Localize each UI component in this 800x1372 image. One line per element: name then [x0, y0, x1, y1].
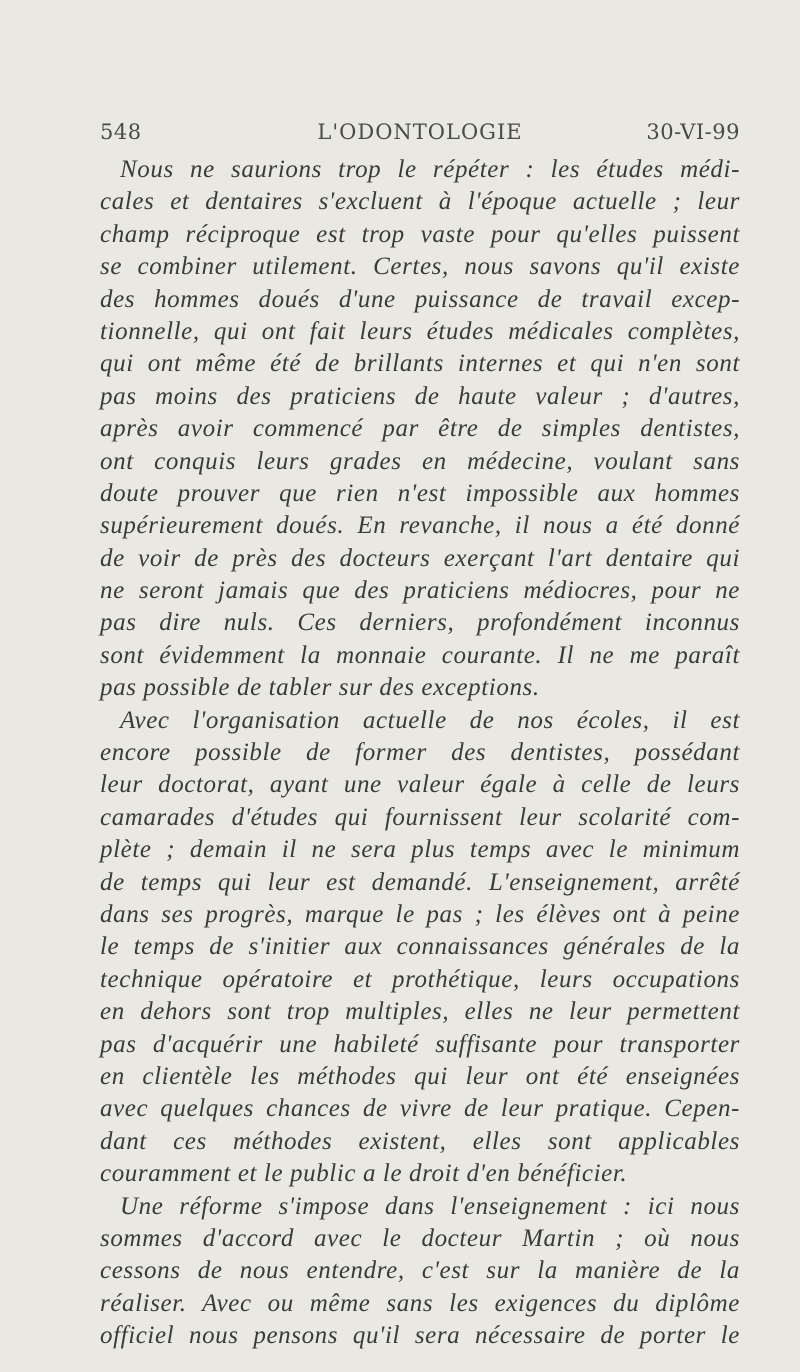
- text-line: qui ont même été de brillants internes et qui n'en sont: [100, 350, 740, 378]
- text-line: couramment et le public a le droit d'en bénéficier.: [100, 1160, 628, 1188]
- book-page: [100, 120, 740, 1352]
- journal-title: L'ODONTOLOGIE: [317, 120, 523, 144]
- running-head: [100, 120, 740, 154]
- text-line: ne seront jamais que des praticiens médiocres, pour ne: [100, 577, 740, 605]
- text-line: se combiner utilement. Certes, nous savons qu'il existe: [100, 253, 740, 281]
- text-line: réaliser. Avec ou même sans les exigences du diplôme: [100, 1289, 740, 1317]
- text-line: cales et dentaires s'excluent à l'époque actuelle ; leur: [100, 188, 740, 216]
- text-line: en dehors sont trop multiples, elles ne leur permettent: [100, 998, 740, 1026]
- text-line: technique opératoire et prothétique, leurs occupations: [100, 965, 740, 993]
- issue-date: 30-VI-99: [646, 120, 740, 144]
- text-line: plète ; demain il ne sera plus temps avec le minimum: [100, 836, 740, 864]
- text-line: le temps de s'initier aux connaissances générales de la: [100, 933, 740, 961]
- text-line: sommes d'accord avec le docteur Martin ; où nous: [100, 1224, 740, 1252]
- text-line: pas moins des praticiens de haute valeur ; d'autres,: [100, 382, 740, 410]
- text-line: cessons de nous entendre, c'est sur la manière de la: [100, 1257, 740, 1285]
- text-line: en clientèle les méthodes qui leur ont été enseignées: [100, 1062, 740, 1090]
- text-line: de voir de près des docteurs exerçant l'art dentaire qui: [100, 544, 740, 572]
- text-line: champ réciproque est trop vaste pour qu'elles puissent: [100, 220, 740, 248]
- text-line: pas d'acquérir une habileté suffisante pour transporter: [100, 1030, 740, 1058]
- text-line: ont conquis leurs grades en médecine, voulant sans: [100, 447, 740, 475]
- text-line: Nous ne saurions trop le répéter : les études médi-: [120, 156, 740, 183]
- text-line: sont évidemment la monnaie courante. Il ne me paraît: [100, 641, 740, 669]
- text-line: encore possible de former des dentistes, possédant: [100, 739, 740, 767]
- text-line: doute prouver que rien n'est impossible aux hommes: [100, 479, 740, 507]
- text-line: officiel nous pensons qu'il sera nécessaire de porter le: [100, 1322, 740, 1350]
- text-line: supérieurement doués. En revanche, il nous a été donné: [100, 512, 740, 540]
- page-number: 548: [100, 120, 142, 144]
- text-line: de temps qui leur est demandé. L'enseignement, arrêté: [100, 868, 740, 896]
- text-line: camarades d'études qui fournissent leur scolarité com-: [100, 803, 740, 831]
- text-line: après avoir commencé par être de simples dentistes,: [100, 415, 740, 443]
- text-line: pas possible de tabler sur des exceptions.: [100, 674, 540, 702]
- text-line: pas dire nuls. Ces derniers, profondément inconnus: [100, 609, 740, 637]
- text-line: des hommes doués d'une puissance de travail excep-: [100, 285, 740, 313]
- text-line: dant ces méthodes existent, elles sont applicables: [100, 1127, 740, 1155]
- text-line: Avec l'organisation actuelle de nos écoles, il est: [120, 706, 740, 734]
- text-line: tionnelle, qui ont fait leurs études médicales complètes,: [100, 317, 740, 345]
- text-line: dans ses progrès, marque le pas ; les élèves ont à peine: [100, 900, 740, 928]
- text-line: avec quelques chances de vivre de leur pratique. Cepen-: [100, 1095, 740, 1123]
- body-text: [100, 154, 740, 1352]
- text-line: Une réforme s'impose dans l'enseignement : ici nous: [120, 1192, 740, 1220]
- text-line: leur doctorat, ayant une valeur égale à celle de leurs: [100, 771, 740, 799]
